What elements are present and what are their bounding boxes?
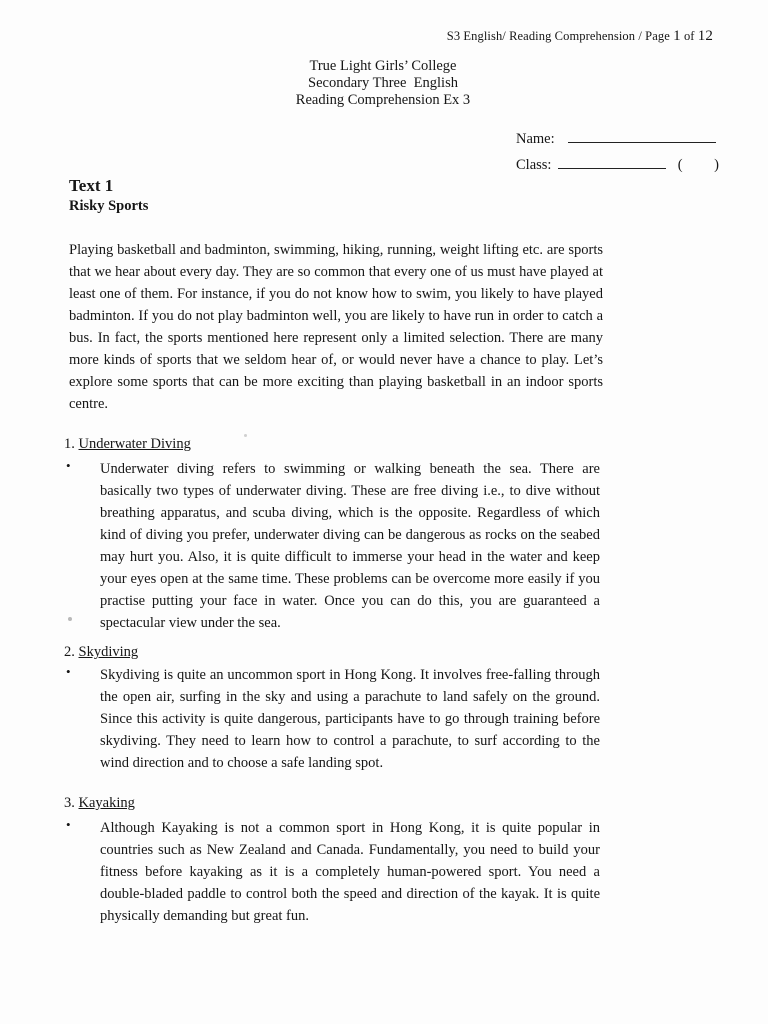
class-number-close: ): [714, 157, 720, 173]
page-total: 12: [697, 28, 713, 44]
class-label: Class:: [516, 157, 552, 173]
section-underwater-diving-title: [64, 436, 191, 453]
section-title-text: Skydiving: [78, 644, 139, 660]
section-body-text: Underwater diving refers to swimming or walking beneath the sea. There are basically two types of underwater diving. These are free diving i.e., to dive without breathing apparatus, and scuba diving, which is the opposite. Regardless of which kind of diving you prefer, underwater diving can be dangerous as rocks on the seabed may hurt you. Also, it is quite difficult to immerse your head in the water and keep your eyes open at the same time. These problems can be overcome more easily if you practise putting your face in water. Once you can do this, you are guaranteed a spectacular view under the sea.: [100, 461, 600, 631]
section-number: 2.: [64, 644, 75, 660]
section-title-text: Kayaking: [78, 795, 135, 811]
intro-paragraph: Playing basketball and badminton, swimming, hiking, running, weight lifting etc. are sports that we hear about every day. They are so common that every one of us must have played at least one of them. For instance, if you do not know how to swim, you likely to have played badminton. If you do not play badminton well, you are likely to have run in order to catch a bus. In fact, the sports mentioned here represent only a limited selection. There are many more kinds of sports that we seldom hear of, or would never have a chance to play. Let’s explore some sports that can be more exciting than playing basketball in an indoor sports centre.: [69, 242, 603, 412]
section-body-text: Although Kayaking is not a common sport in Hong Kong, it is quite popular in countries such as New Zealand and Canada. Fundamentally, you need to build your fitness before kayaking as it is a completely human-powered sport. You need a double-bladed paddle to control both the speed and direction of the kayak. It is quite physically demanding but great fun.: [100, 820, 600, 924]
section-title-text: Underwater Diving: [78, 436, 191, 452]
scan-speck: [244, 434, 247, 437]
name-label: Name:: [516, 131, 555, 147]
class-row: [516, 152, 719, 178]
class-number-open: (: [677, 157, 683, 173]
text-heading: Text 1: [69, 176, 114, 195]
page-number: 1: [673, 28, 681, 44]
section-skydiving-title: [64, 644, 138, 661]
section-body-text: Skydiving is quite an uncommon sport in Hong Kong. It involves free-falling through the open air, surfing in the sky and using a parachute to land safely on the ground. Since this activity is quite dangerous, participants have to go through training before skydiving. They need to learn how to control a parachute, to surf according to the wind direction and to choose a safe landing spot.: [100, 667, 600, 771]
name-row: [516, 126, 719, 152]
school-level: Secondary Three English: [308, 75, 458, 91]
page-header: [447, 28, 713, 45]
student-info: [516, 126, 719, 178]
section-number: 1.: [64, 436, 75, 452]
text-title: Risky Sports: [69, 198, 149, 214]
bullet-icon: •: [66, 817, 71, 832]
bullet-icon: •: [66, 664, 71, 679]
page-header-prefix: S3 English/ Reading Comprehension / Page: [446, 29, 670, 43]
class-blank: [558, 156, 666, 169]
bullet-icon: •: [66, 458, 71, 473]
scan-speck: [68, 617, 72, 621]
exercise-title: Reading Comprehension Ex 3: [295, 92, 471, 108]
page-of-label: of: [683, 29, 695, 43]
school-header: [0, 58, 768, 109]
name-blank: [568, 130, 716, 143]
school-name: True Light Girls’ College: [309, 58, 457, 74]
section-kayaking-title: [64, 795, 135, 812]
section-number: 3.: [64, 795, 75, 811]
